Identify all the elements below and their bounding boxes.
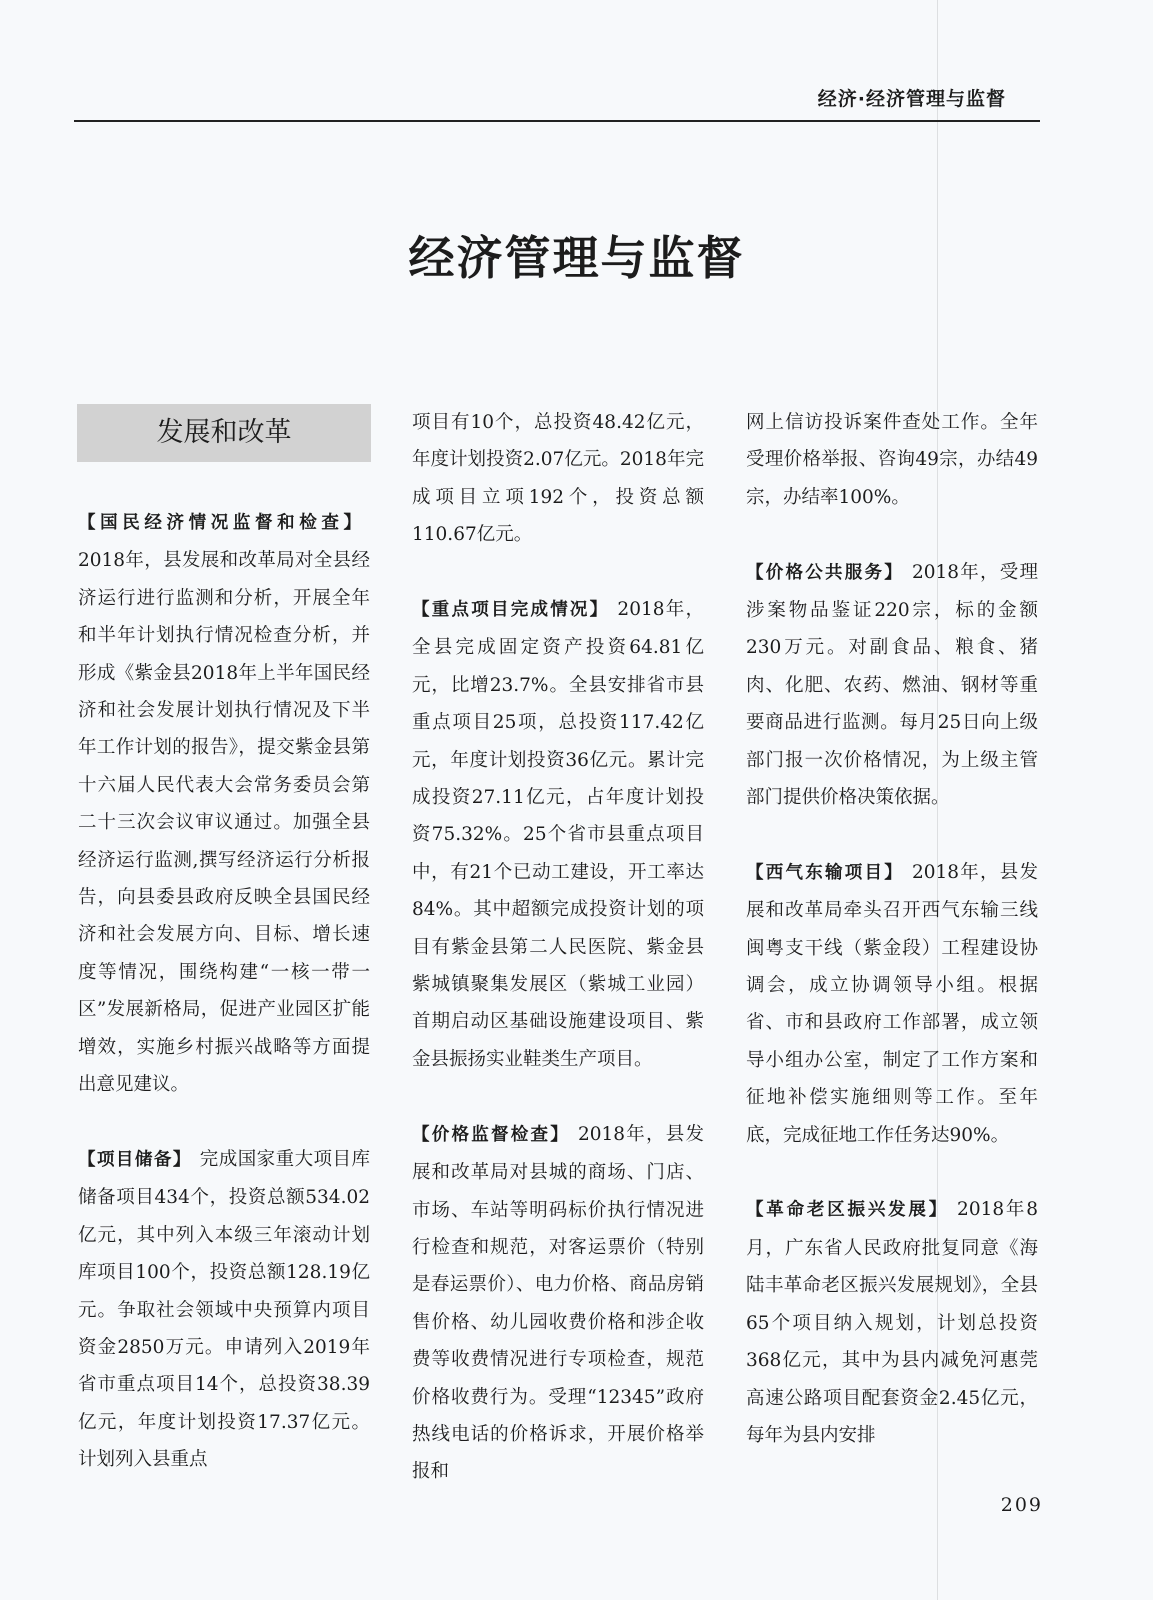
entry-heading: 【项目储备】 <box>78 1149 192 1170</box>
page-number: 209 <box>1000 1494 1043 1516</box>
entry-text: 2018年8月，广东省人民政府批复同意《海陆丰革命老区振兴发展规划》，全县65个项目纳入规划，计划总投资368亿元，其中为县内减免河惠莞高速公路项目配套资金2.45亿元，每年为县内安排 <box>746 1199 1039 1446</box>
entry-heading: 【国民经济情况监督和检查】 <box>78 513 362 533</box>
entry-continuation <box>412 404 704 554</box>
column-1 <box>78 404 370 1479</box>
running-header-text: 经济·经济管理与监督 <box>817 88 1006 110</box>
entry-price-public-service <box>746 554 1038 817</box>
entry-heading: 【革命老区振兴发展】 <box>746 1200 950 1221</box>
entry-text: 项目有10个，总投资48.42亿元，年度计划投资2.07亿元。2018年完成项目立项192个，投资总额110.67亿元。 <box>412 412 704 546</box>
entry-text: 2018年，受理涉案物品鉴证220宗，标的金额230万元。对副食品、粮食、猪肉、化肥、农药、燃油、钢材等重要商品进行监测。每月25日向上级部门报一次价格情况，为上级主管部门提供价格决策依据。 <box>746 561 1038 809</box>
entry-heading: 【西气东输项目】 <box>746 862 904 883</box>
column-2 <box>412 404 704 1491</box>
entry-text: 2018年，县发展和改革局牵头召开西气东输三线闽粤支干线（紫金段）工程建设协调会，成立协调领导小组。根据省、市和县政府工作部署，成立领导小组办公室，制定了工作方案和征地补偿实施细则等工作。至年底，完成征地工作任务达90%。 <box>746 861 1038 1146</box>
entry-text: 2018年，县发展和改革局对县城的商场、门店、市场、车站等明码标价执行情况进行检查和规范，对客运票价（特别是春运票价）、电力价格、商品房销售价格、幼儿园收费价格和涉企收费等收费情况进行专项检查，规范价格收费行为。受理“12345”政府热线电话的价格诉求，开展价格举报和 <box>412 1123 704 1483</box>
entry-west-east-gas <box>746 854 1038 1154</box>
entry-economic-monitoring <box>78 504 370 1104</box>
entry-old-revolutionary-area <box>746 1191 1038 1454</box>
entry-text: 完成国家重大项目库储备项目434个，投资总额534.02亿元，其中列入本级三年滚动计划库项目100个，投资总额128.19亿元。争取社会领域中央预算内项目资金2850万元。申请列入2019年省市重点项目14个，总投资38.39亿元，年度计划投资17.37亿元。计划列入县重点 <box>78 1148 370 1471</box>
entry-key-projects <box>412 591 704 1078</box>
page-title: 经济管理与监督 <box>408 231 745 285</box>
entry-text: 2018年，县发展和改革局对全县经济运行进行监测和分析，开展全年和半年计划执行情况检查分析，并形成《紫金县2018年上半年国民经济和社会发展计划执行情况及下半年工作计划的报告》，提交紫金县第十六届人民代表大会常务委员会第二十三次会议审议通过。加强全县经济运行监测,撰写经济运行分析报告，向县委县政府反映全县国民经济和社会发展方向、目标、增长速度等情况，围绕构建“一核一带一区”发展新格局，促进产业园区扩能增效，实施乡村振兴战略等方面提出意见建议。 <box>78 550 370 1096</box>
entry-heading: 【重点项目完成情况】 <box>412 600 610 621</box>
entry-heading: 【价格公共服务】 <box>746 562 904 583</box>
section-title-box <box>77 404 371 462</box>
entry-text: 网上信访投诉案件查处工作。全年受理价格举报、咨询49宗，办结49宗，办结率100%。 <box>746 412 1038 508</box>
section-title: 发展和改革 <box>156 417 292 449</box>
running-header <box>74 80 1040 122</box>
entry-price-supervision <box>412 1116 704 1491</box>
entry-text: 2018年，全县完成固定资产投资64.81亿元，比增23.7%。全县安排省市县重点项目25项，总投资117.42亿元，年度计划投资36亿元。累计完成投资27.11亿元，占年度计划投资75.32%。25个省市县重点项目中，有21个已动工建设，开工率达84%。其中超额完成投资计划的项目有紫金县第二人民医院、紫金县紫城镇聚集发展区（紫城工业园）首期启动区基础设施建设项目、紫金县振扬实业鞋类生产项目。 <box>412 599 704 1070</box>
entry-continuation <box>746 404 1038 516</box>
entry-heading: 【价格监督检查】 <box>412 1124 570 1145</box>
entry-project-reserve <box>78 1141 370 1479</box>
column-3 <box>746 404 1038 1454</box>
